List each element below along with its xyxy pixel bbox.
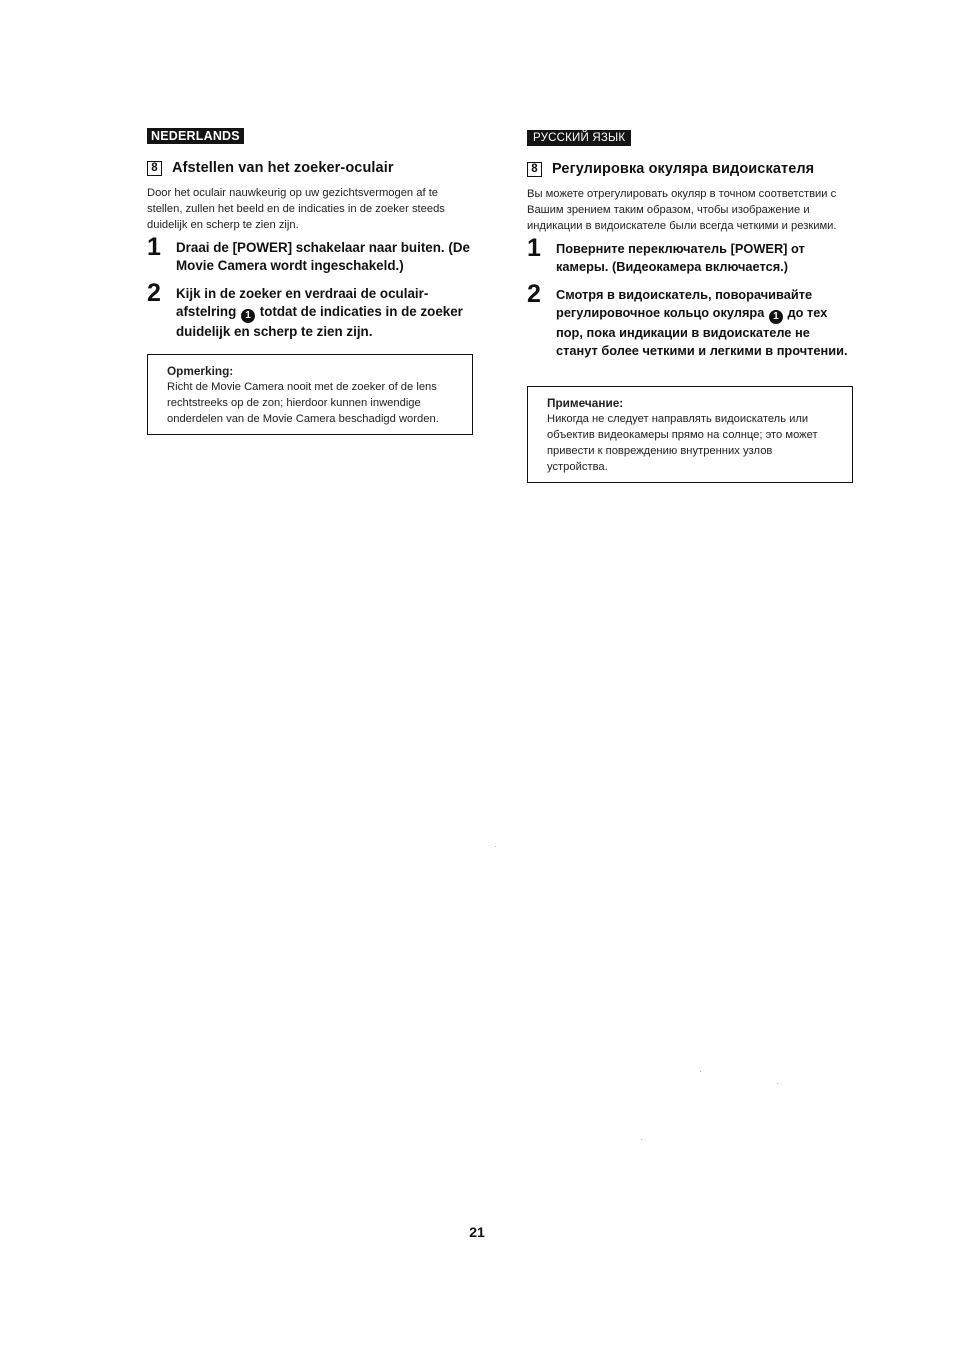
step-1 (147, 233, 473, 275)
note-box (527, 386, 853, 483)
scan-speck (777, 1083, 778, 1084)
step-2 (147, 279, 473, 341)
intro-paragraph: Вы можете отрегулировать окуляр в точном соответствии с Вашим зрением таким образом, чтобы изображение и индикации в видоискателе были всегда четкими и резкими. (527, 188, 837, 232)
scan-speck (700, 1071, 701, 1072)
step-number: 2 (147, 279, 161, 307)
step-2 (527, 280, 853, 360)
language-tag-dutch: NEDERLANDS (147, 128, 244, 144)
section-title: Afstellen van het zoeker-oculair (172, 160, 394, 176)
note-title: Opmerking: (167, 364, 234, 378)
step-1 (527, 234, 853, 276)
section-heading-russian (527, 161, 853, 177)
column-dutch (147, 127, 473, 435)
step-text: Draai de [POWER] schakelaar naar buiten. (De Movie Camera wordt ingeschakeld.) (176, 240, 470, 273)
step-text: Поверните переключатель [POWER] от камеры. (Видеокамера включается.) (556, 241, 805, 274)
note-box (147, 354, 473, 435)
step-text-after: до тех пор, пока индикации в видоискателе не станут более четкими и легкими в прочтении. (556, 305, 848, 358)
note-text: Никогда не следует направлять видоискатель или объектив видеокамеры прямо на солнце; это может привести к повреждению внутренних узлов устройства. (547, 413, 818, 473)
step-number: 2 (527, 280, 541, 308)
section-number-box: 8 (527, 162, 542, 177)
step-text (556, 286, 853, 360)
step-text-after: totdat de indicaties in de zoeker duidelijk en scherp te zien zijn. (176, 304, 463, 339)
scan-speck (495, 846, 496, 847)
circled-number-marker: 1 (769, 310, 783, 324)
page-number: 21 (469, 1224, 485, 1240)
note-title: Примечание: (547, 396, 624, 410)
section-heading-dutch (147, 160, 473, 176)
step-text-before: Смотря в видоискатель, поворачивайте регулировочное кольцо окуляра (556, 287, 813, 320)
language-tag-russian: РУССКИЙ ЯЗЫК (527, 130, 631, 146)
step-number: 1 (147, 233, 161, 261)
step-text-before: Kijk in de zoeker en verdraai de oculair-afstelring (176, 286, 429, 319)
note-text: Richt de Movie Camera nooit met de zoeker of de lens rechtstreeks op de zon; hierdoor kunnen inwendige onderdelen van de Movie Camera beschadigd worden. (167, 381, 439, 425)
intro-paragraph: Door het oculair nauwkeurig op uw gezichtsvermogen af te stellen, zullen het beeld en de indicaties in de zoeker steeds duidelijk en scherp te zien zijn. (147, 187, 445, 231)
step-text (176, 285, 473, 341)
step-number: 1 (527, 234, 541, 262)
circled-number-marker: 1 (241, 309, 255, 323)
column-russian (527, 128, 853, 483)
scan-speck (641, 1139, 642, 1140)
section-number-box: 8 (147, 161, 162, 176)
section-title: Регулировка окуляра видоискателя (552, 161, 815, 177)
